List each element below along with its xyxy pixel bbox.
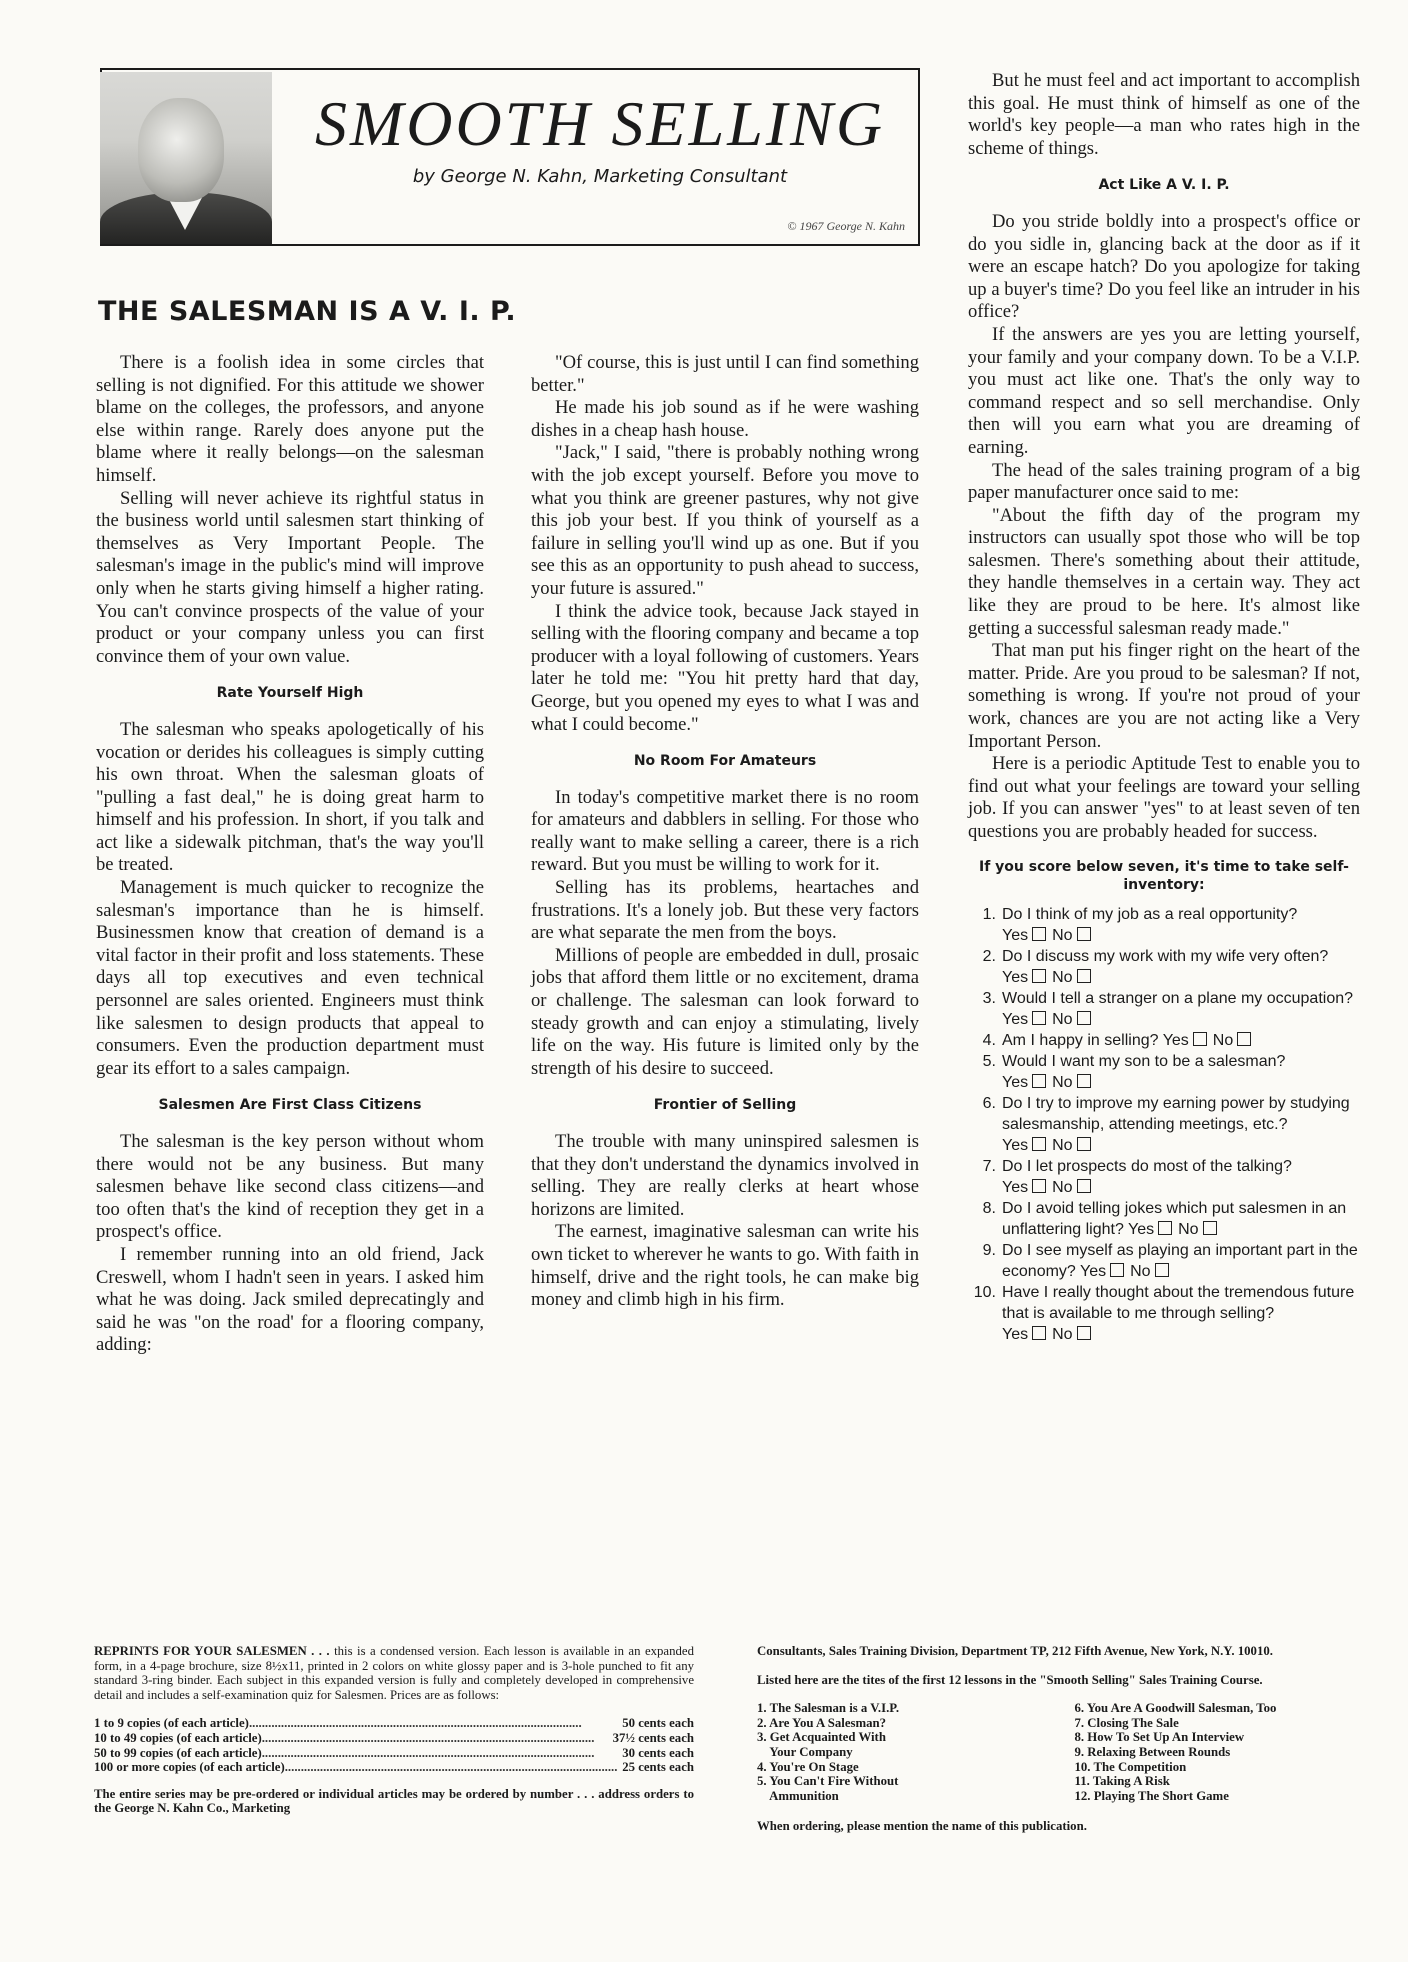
article-paragraph: "About the fifth day of the program my instructors can usually spot those who will be top salesmen. There's something about their attitude, they handle themselves in a certain way. They act like they are proud to be here. It's almost like getting a successful salesman ready made." (968, 504, 1360, 639)
no-label: No (1052, 926, 1073, 944)
column-title: SMOOTH SELLING (314, 88, 886, 159)
yes-label: Yes (1002, 968, 1029, 986)
lesson-title: 6. You Are A Goodwill Salesman, Too (1074, 1701, 1277, 1716)
yes-checkbox[interactable] (1032, 969, 1046, 983)
article-paragraph: He made his job sound as if he were washing dishes in a cheap hash house. (531, 397, 919, 441)
yes-label: Yes (1079, 1262, 1107, 1280)
question-number: 8. (982, 1199, 996, 1217)
no-checkbox[interactable] (1077, 1179, 1091, 1193)
question-text: Do I try to improve my earning power by studying salesmanship, attending meetings, etc.? (1002, 1094, 1350, 1133)
article-paragraph: The head of the sales training program of a big paper manufacturer once said to me: (968, 459, 1360, 504)
article-paragraph: In today's competitive market there is no room for amateurs and dabblers in selling. For those who really want to make selling a career, there is a rich reward. But you must be willing to work for it. (531, 786, 919, 876)
lesson-title: 12. Playing The Short Game (1074, 1788, 1229, 1803)
yes-label: Yes (1128, 1220, 1155, 1238)
quiz-question (968, 988, 1360, 1030)
no-checkbox[interactable] (1077, 1326, 1091, 1340)
question-number: 9. (982, 1241, 996, 1259)
yes-label: Yes (1002, 1136, 1029, 1154)
no-checkbox[interactable] (1077, 1074, 1091, 1088)
yes-label: Yes (1002, 1073, 1029, 1091)
article-column-1 (96, 352, 484, 1357)
no-label: No (1130, 1262, 1151, 1280)
question-text: Do I let prospects do most of the talking? (1002, 1157, 1292, 1175)
question-text: Would I want my son to be a salesman? (1002, 1052, 1286, 1070)
lesson-title: 2. Are You A Salesman? (757, 1715, 887, 1730)
article-column-3 (968, 70, 1360, 1345)
question-number: 7. (982, 1157, 996, 1175)
no-label: No (1212, 1031, 1234, 1049)
price-row: 50 to 99 copies (of each article) ..... 30 cents each (94, 1746, 694, 1761)
article-paragraph: That man put his finger right on the heart of the matter. Pride. Are you proud to be salesman? If not, something is wrong. If you're not proud of your work, chances are you are not acting like a Very Important Person. (968, 640, 1360, 752)
reprints-notice (94, 1644, 694, 1816)
yes-label: Yes (1002, 1010, 1029, 1028)
question-number: 3. (982, 989, 996, 1007)
article-paragraph: Millions of people are embedded in dull, prosaic jobs that afford them little or no excitement, drama or challenge. The salesman can look forward to steady growth and can enjoy a stimulating, lively life on the way. His future is limited only by the strength of his desire to succeed. (531, 944, 919, 1079)
article-headline: THE SALESMAN IS A V. I. P. (98, 296, 517, 327)
yes-checkbox[interactable] (1193, 1032, 1207, 1046)
reprints-text: this is a condensed version. Each lesson is available in an expanded form, in a 4-page brochure, size 8½x11, printed in 2 colors on white glossy paper and is 3-hole punched to fit any standard 3-ring binder. Each subject in this expanded version is fully and completely developed in comprehensive detail and includes a self-examination quiz for Salesmen. Prices are as follows: (94, 1644, 694, 1702)
article-paragraph: I remember running into an old friend, Jack Creswell, whom I hadn't seen in years. I asked him what he was doing. Jack smiled deprecatingly and said he was "on the road' for a flooring company, adding: (96, 1243, 484, 1356)
no-label: No (1052, 1010, 1073, 1028)
yes-label: Yes (1002, 1325, 1029, 1343)
section-heading: Act Like A V. I. P. (1098, 177, 1230, 194)
article-paragraph: I think the advice took, because Jack stayed in selling with the flooring company and became a top producer with a loyal following of customers. Years later he told me: "You hit pretty hard that day, George, but you opened my eyes to what I was and what I could become." (531, 600, 919, 735)
article-paragraph: "Of course, this is just until I can find something better." (531, 352, 919, 396)
no-label: No (1052, 968, 1073, 986)
no-checkbox[interactable] (1077, 1011, 1091, 1025)
author-portrait (100, 72, 272, 244)
price-row: 10 to 49 copies (of each article) ..... 37½ cents each (94, 1731, 694, 1746)
aptitude-quiz (968, 904, 1360, 1345)
question-text: Have I really thought about the tremendous future that is available to me through selling? (1002, 1283, 1355, 1322)
article-paragraph: Do you stride boldly into a prospect's office or do you sidle in, glancing back at the door as if it were an escape hatch? Do you apologize for taking up a buyer's time? Do you feel like an intruder in his office? (968, 210, 1360, 323)
article-paragraph: The earnest, imaginative salesman can write his own ticket to wherever he wants to go. With faith in himself, drive and the right tools, he can make big money and climb high in his firm. (531, 1221, 919, 1311)
question-number: 6. (982, 1094, 996, 1112)
article-paragraph: But he must feel and act important to accomplish this goal. He must think of himself as one of the world's key people—a man who rates high in the scheme of things. (968, 70, 1360, 159)
price-row: 100 or more copies (of each article) ..... 25 cents each (94, 1760, 694, 1775)
quiz-question (968, 1198, 1360, 1240)
yes-checkbox[interactable] (1032, 1011, 1046, 1025)
quiz-question (968, 1156, 1360, 1198)
ordering-note: When ordering, please mention the name of this publication. (757, 1819, 1087, 1834)
quiz-question (968, 1051, 1360, 1093)
article-paragraph: There is a foolish idea in some circles that selling is not dignified. For this attitude we shower blame on the colleges, the professors, and anyone else within range. Rarely does anyone put the blame where it really belongs—on the salesman himself. (96, 352, 484, 486)
no-checkbox[interactable] (1077, 927, 1091, 941)
no-label: No (1052, 1325, 1073, 1343)
article-paragraph: Here is a periodic Aptitude Test to enable you to find out what your feelings are toward your selling job. If you can answer "yes" to at least seven of ten questions you are probably headed for success. (968, 753, 1360, 842)
lesson-title: 11. Taking A Risk (1074, 1774, 1170, 1789)
lessons-list (757, 1701, 1362, 1803)
lesson-title: 10. The Competition (1074, 1759, 1187, 1774)
question-text: Am I happy in selling? (1002, 1031, 1159, 1049)
question-text: Do I think of my job as a real opportunity? (1002, 905, 1298, 923)
author-byline: by George N. Kahn, Marketing Consultant (412, 166, 788, 187)
ordering-info (757, 1644, 1362, 1834)
order-instructions: The entire series may be pre-ordered or individual articles may be ordered by number . . . address orders to the George N. Kahn Co., Marketing (94, 1786, 694, 1816)
no-checkbox[interactable] (1077, 969, 1091, 983)
lesson-title: 5. You Can't Fire Without (757, 1774, 899, 1789)
section-heading: Salesmen Are First Class Citizens (158, 1097, 422, 1114)
lesson-title: Ammunition (757, 1788, 839, 1803)
price-row: 1 to 9 copies (of each article) ..... 50 cents each (94, 1716, 694, 1731)
article-paragraph: "Jack," I said, "there is probably nothing wrong with the job except yourself. Before you move to what you think are greener pastures, why not give this job your best. If you think of yourself as a failure in selling you'll wind up as one. But if you see this as an opportunity to push ahead to success, your future is assured." (531, 442, 919, 599)
article-paragraph: If the answers are yes you are letting yourself, your family and your company down. To be a V.I.P. you must act like one. That's the only way to command respect and so sell merchandise. Only then will you earn what you are dreaming of earning. (968, 323, 1360, 458)
section-heading: No Room For Amateurs (633, 753, 817, 770)
yes-label: Yes (1162, 1031, 1189, 1049)
quiz-question (968, 1030, 1360, 1051)
lesson-title: Your Company (757, 1744, 853, 1759)
question-text: Do I discuss my work with my wife very often? (1002, 947, 1329, 965)
question-text: Do I avoid telling jokes which put salesmen in an unflattering light? (1002, 1199, 1347, 1238)
yes-checkbox[interactable] (1158, 1221, 1172, 1235)
article-paragraph: The salesman is the key person without whom there would not be any business. But many salesmen behave like second class citizens—and too often that's the kind of reception they get in a prospect's office. (96, 1131, 484, 1243)
no-label: No (1052, 1136, 1073, 1154)
article-paragraph: Management is much quicker to recognize the salesman's importance than he is himself. Businessmen know that creation of demand is a vital factor in their profit and loss statements. These days all top executives and even technical personnel are sales oriented. Engineers must think like salesmen to design products that appeal to consumers. Even the production department must gear its effort to a sales campaign. (96, 877, 484, 1079)
article-paragraph: Selling has its problems, heartaches and frustrations. It's a lonely job. But these very factors are what separate the men from the boys. (531, 877, 919, 944)
question-text: Do I see myself as playing an important part in the economy? (1002, 1241, 1358, 1280)
yes-checkbox[interactable] (1110, 1263, 1124, 1277)
reprints-lead: REPRINTS FOR YOUR SALESMEN . . . (94, 1644, 330, 1658)
yes-checkbox[interactable] (1032, 1179, 1046, 1193)
no-label: No (1052, 1178, 1073, 1196)
section-heading: Frontier of Selling (653, 1097, 797, 1114)
question-number: 2. (982, 947, 996, 965)
question-number: 5. (982, 1052, 996, 1070)
no-label: No (1178, 1220, 1199, 1238)
no-checkbox[interactable] (1237, 1032, 1251, 1046)
quiz-question (968, 904, 1360, 946)
yes-checkbox[interactable] (1032, 1326, 1046, 1340)
quiz-question (968, 946, 1360, 988)
lesson-title: 7. Closing The Sale (1074, 1715, 1179, 1730)
no-label: No (1052, 1073, 1073, 1091)
copyright-notice: © 1967 George N. Kahn (787, 219, 905, 233)
article-paragraph: Selling will never achieve its rightful status in the business world until salesmen start thinking of themselves as Very Important People. The salesman's image in the public's mind will improve only when he starts giving himself a higher rating. You can't convince prospects of the value of your product or your company unless you can first convince them of your own value. (96, 487, 484, 667)
no-checkbox[interactable] (1203, 1221, 1217, 1235)
yes-label: Yes (1002, 926, 1029, 944)
quiz-question (968, 1240, 1360, 1282)
article-paragraph: The salesman who speaks apologetically of his vocation or derides his colleagues is simply cutting his own throat. When the salesman gloats of "pulling a fast deal," he is doing great harm to himself and his profession. In short, if you talk and act like a sidewalk pitchman, that's the way you'll be treated. (96, 718, 484, 876)
section-heading: Rate Yourself High (216, 685, 364, 702)
quiz-question (968, 1093, 1360, 1156)
lesson-title: 9. Relaxing Between Rounds (1074, 1744, 1231, 1759)
yes-label: Yes (1002, 1178, 1029, 1196)
lesson-title: 4. You're On Stage (757, 1759, 859, 1774)
lessons-intro: Listed here are the tites of the first 12 lessons in the "Smooth Selling" Sales Training Course. (757, 1672, 1263, 1687)
price-table (94, 1716, 694, 1774)
yes-checkbox[interactable] (1032, 927, 1046, 941)
yes-checkbox[interactable] (1032, 1074, 1046, 1088)
question-number: 10. (973, 1283, 996, 1301)
lesson-title: 8. How To Set Up An Interview (1074, 1730, 1245, 1745)
article-paragraph: The trouble with many uninspired salesmen is that they don't understand the dynamics involved in selling. They are really clerks at heart whose horizons are limited. (531, 1131, 919, 1220)
question-text: Would I tell a stranger on a plane my occupation? (1002, 989, 1354, 1007)
quiz-question (968, 1282, 1360, 1345)
lesson-title: 1. The Salesman is a V.I.P. (757, 1701, 900, 1716)
question-number: 4. (982, 1031, 996, 1049)
article-column-2 (531, 352, 919, 1312)
company-address: Consultants, Sales Training Division, Department TP, 212 Fifth Avenue, New York, N.Y. 10010. (757, 1644, 1273, 1658)
no-checkbox[interactable] (1077, 1137, 1091, 1151)
no-checkbox[interactable] (1155, 1263, 1169, 1277)
quiz-heading: If you score below seven, it's time to take self-inventory: (979, 858, 1349, 893)
yes-checkbox[interactable] (1032, 1137, 1046, 1151)
question-number: 1. (982, 905, 996, 923)
lesson-title: 3. Get Acquainted With (757, 1730, 886, 1745)
